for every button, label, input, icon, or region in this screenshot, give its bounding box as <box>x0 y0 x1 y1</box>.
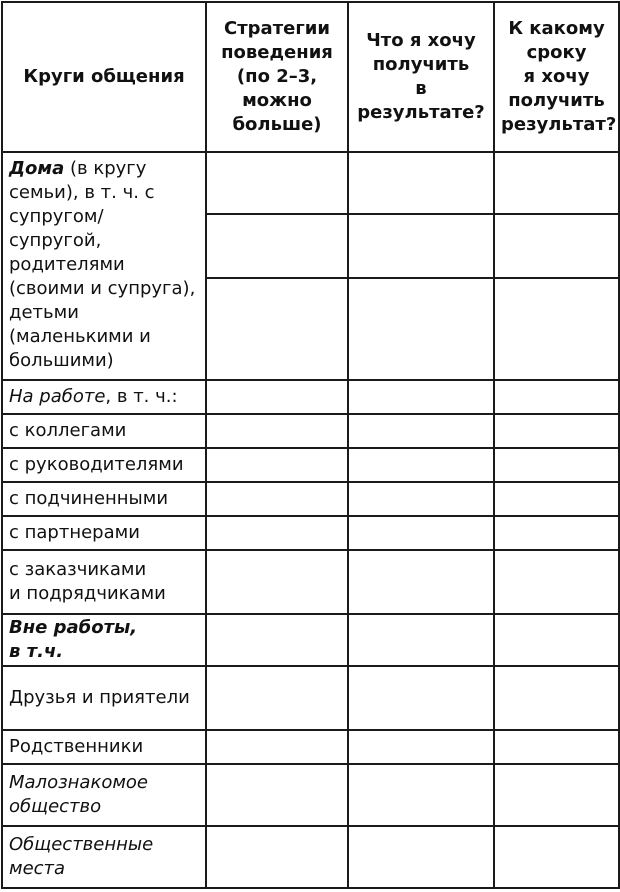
cell-deadline[interactable] <box>494 614 619 666</box>
cell-result[interactable] <box>348 414 494 448</box>
communication-circles-table <box>1 1 620 889</box>
cell-strategies[interactable] <box>206 516 348 550</box>
cell-deadline[interactable] <box>494 826 619 888</box>
cell-result[interactable] <box>348 550 494 614</box>
row-label: Родственники <box>2 730 206 764</box>
cell-result[interactable] <box>348 278 494 380</box>
cell-strategies[interactable] <box>206 764 348 826</box>
cell-result[interactable] <box>348 516 494 550</box>
cell-strategies[interactable] <box>206 414 348 448</box>
row-label: Друзья и приятели <box>2 666 206 730</box>
table-row <box>2 414 619 448</box>
cell-deadline[interactable] <box>494 482 619 516</box>
cell-deadline[interactable] <box>494 278 619 380</box>
header-desired-result: Что я хочу получить в результате? <box>348 2 494 152</box>
cell-result[interactable] <box>348 826 494 888</box>
cell-deadline[interactable] <box>494 516 619 550</box>
cell-result[interactable] <box>348 666 494 730</box>
header-deadline: К какому сроку я хочу получить результат? <box>494 2 619 152</box>
table-row <box>2 516 619 550</box>
row-label: с партнерами <box>2 516 206 550</box>
cell-strategies[interactable] <box>206 448 348 482</box>
table-row <box>2 380 619 414</box>
row-label: с заказчиками и подрядчиками <box>2 550 206 614</box>
cell-strategies[interactable] <box>206 152 348 214</box>
cell-strategies[interactable] <box>206 826 348 888</box>
table-row <box>2 666 619 730</box>
table-row <box>2 550 619 614</box>
table-row <box>2 826 619 888</box>
cell-strategies[interactable] <box>206 278 348 380</box>
cell-strategies[interactable] <box>206 482 348 516</box>
cell-strategies[interactable] <box>206 214 348 278</box>
row-label: с коллегами <box>2 414 206 448</box>
cell-result[interactable] <box>348 214 494 278</box>
table-row <box>2 614 619 666</box>
cell-deadline[interactable] <box>494 414 619 448</box>
cell-deadline[interactable] <box>494 730 619 764</box>
row-label: Малознакомое общество <box>2 764 206 826</box>
cell-deadline[interactable] <box>494 448 619 482</box>
table-row <box>2 764 619 826</box>
cell-deadline[interactable] <box>494 550 619 614</box>
cell-result[interactable] <box>348 448 494 482</box>
cell-strategies[interactable] <box>206 666 348 730</box>
cell-strategies[interactable] <box>206 550 348 614</box>
cell-deadline[interactable] <box>494 764 619 826</box>
cell-deadline[interactable] <box>494 380 619 414</box>
table-row <box>2 730 619 764</box>
work-label: На работе, в т. ч.: <box>2 380 206 414</box>
cell-strategies[interactable] <box>206 730 348 764</box>
home-label: Дома (в кругу семьи), в т. ч. с супругом/ супругой, родителями (своими и супруга), детьми (маленькими и большими) <box>2 152 206 380</box>
outside-label: Вне работы, в т.ч. <box>2 614 206 666</box>
row-label: с руководителями <box>2 448 206 482</box>
header-strategies: Стратегии поведения (по 2–3, можно больше) <box>206 2 348 152</box>
cell-result[interactable] <box>348 730 494 764</box>
cell-deadline[interactable] <box>494 666 619 730</box>
cell-result[interactable] <box>348 380 494 414</box>
cell-strategies[interactable] <box>206 380 348 414</box>
cell-result[interactable] <box>348 152 494 214</box>
cell-result[interactable] <box>348 764 494 826</box>
header-row <box>2 2 619 152</box>
table-row <box>2 152 619 214</box>
cell-result[interactable] <box>348 482 494 516</box>
header-circles: Круги общения <box>2 2 206 152</box>
row-label: с подчиненными <box>2 482 206 516</box>
cell-deadline[interactable] <box>494 214 619 278</box>
table-row <box>2 482 619 516</box>
table-row <box>2 448 619 482</box>
cell-deadline[interactable] <box>494 152 619 214</box>
cell-result[interactable] <box>348 614 494 666</box>
row-label: Общественные места <box>2 826 206 888</box>
cell-strategies[interactable] <box>206 614 348 666</box>
